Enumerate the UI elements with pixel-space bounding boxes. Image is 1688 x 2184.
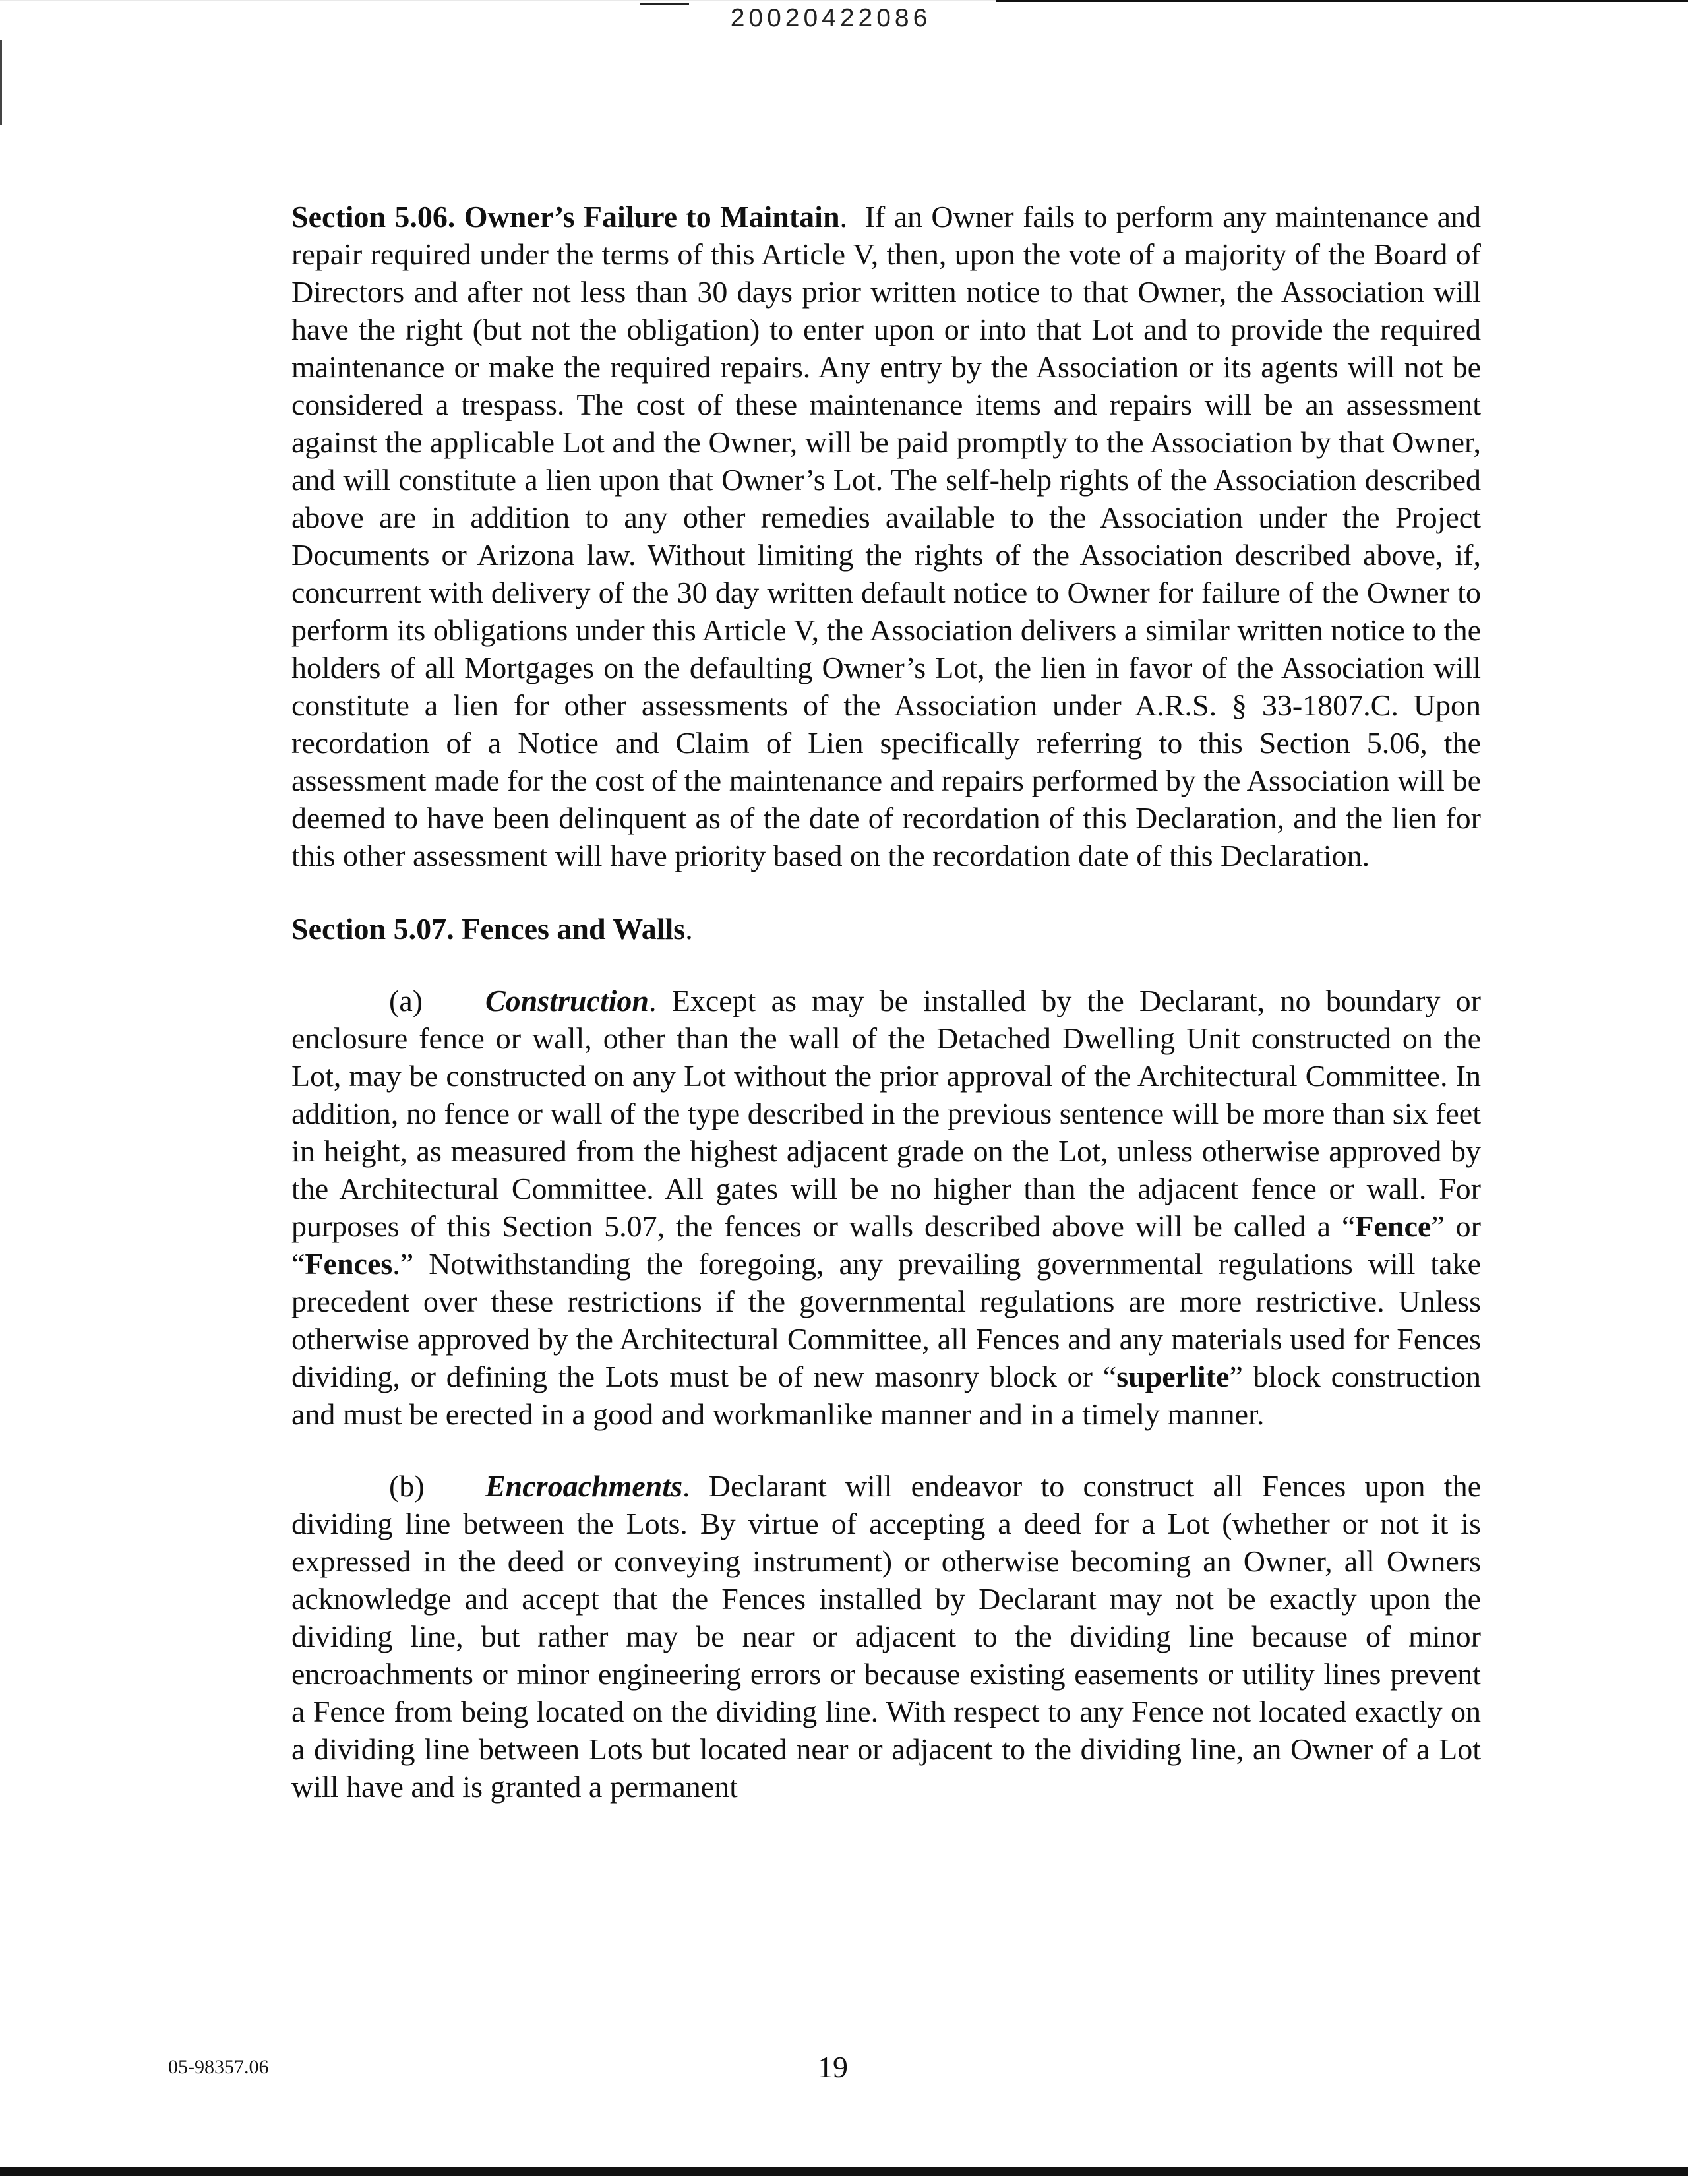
subsection-b-label: (b) [389,1469,425,1503]
page-number: 19 [818,2050,848,2084]
subsection-b-paragraph [291,1467,1481,1805]
section-5-06-body: If an Owner fails to perform any maintenance and repair required under the terms of this Article V, then, upon the vote of a majority of the Board of Directors and after not less than 30 days prior written notice to that Owner, the Association will have the right (but not the obligation) to enter upon or into that Lot and to provide the required maintenance or make the required repairs. Any entry by the Association or its agents will not be considered a trespass. The cost of these maintenance items and repairs will be an assessment against the applicable Lot and the Owner, will be paid promptly to the Association by that Owner, and will constitute a lien upon that Owner’s Lot. The self-help rights of the Association described above are in addition to any other remedies available to the Association under the Project Documents or Arizona law. Without limiting the rights of the Association described above, if, concurrent with delivery of the 30 day written default notice to Owner for failure of the Owner to perform its obligations under this Article V, the Association delivers a similar written notice to the holders of all Mortgages on the defaulting Owner’s Lot, the lien in favor of the Association will constitute a lien for other assessments of the Association under A.R.S. § 33-1807.C. Upon recordation of a Notice and Claim of Lien specifically referring to this Section 5.06, the assessment made for the cost of the maintenance and repairs performed by the Association will be deemed to have been delinquent as of the date of recordation of this Declaration, and the lien for this other assessment will have priority based on the recordation date of this Declaration. [291,200,1481,872]
section-5-06-title: Section 5.06. Owner’s Failure to Maintain [291,200,840,233]
term-fence: Fence [1355,1209,1432,1243]
recording-number: 20020422086 [730,4,932,32]
term-fences: Fences [305,1247,393,1281]
term-superlite: superlite [1116,1360,1230,1393]
subsection-a-paragraph [291,982,1481,1433]
subsection-a-text-3: .” Notwithstanding the foregoing, any prevailing governmental regulations will take precedent over these restrictions if the governmental regulations are more restrictive. Unless otherwise approved by the Architectural Committee, all Fences and any materials used for Fences dividing, or defining the Lots must be of new masonry block or “ [291,1247,1481,1393]
section-5-07-title-punct: . [685,912,693,946]
section-5-07-heading [291,910,1481,948]
section-5-06-paragraph [291,198,1481,874]
subsection-b-text: . Declarant will endeavor to construct all Fences upon the dividing line between the Lots. By virtue of accepting a deed for a Lot (whether or not it is expressed in the deed or conveying instrument) or otherwise becoming an Owner, all Owners acknowledge and accept that the Fences installed by Declarant may not be exactly upon the dividing line, but rather may be near or adjacent to the dividing line because of minor encroachments or minor engineering errors or because existing easements or utility lines prevent a Fence from being located on the dividing line. With respect to any Fence not located exactly on a dividing line between Lots but located near or adjacent to the dividing line, an Owner of a Lot will have and is granted a permanent [291,1469,1481,1804]
section-5-07-title: Section 5.07. Fences and Walls [291,912,686,946]
section-5-06-title-punct: . [839,200,848,233]
subsection-a-title: Construction [485,984,649,1017]
header-rule-left [640,3,689,5]
subsection-a-label: (a) [389,984,423,1017]
subsection-b-title: Encroachments [485,1469,683,1503]
subsection-a-text-2: ” or “ [291,1209,1481,1281]
subsection-a-text-1: . Except as may be installed by the Declarant, no boundary or enclosure fence or wall, other than the wall of the Detached Dwelling Unit constructed on the Lot, may be constructed on any Lot without the prior approval of the Architectural Committee. In addition, no fence or wall of the type described in the previous sentence will be more than six feet in height, as measured from the highest adjacent grade on the Lot, unless otherwise approved by the Architectural Committee. All gates will be no higher than the adjacent fence or wall. For purposes of this Section 5.07, the fences or walls described above will be called a “ [291,984,1481,1243]
subsection-a-text-4: ” block construction and must be erected in a good and workmanlike manner and in a timely manner. [291,1360,1481,1431]
header-rule-right [996,0,1688,2]
footer-doc-code: 05-98357.06 [168,2056,269,2078]
scan-bottom-bar [0,2167,1688,2176]
document-body [291,198,1481,1805]
scan-left-edge [0,40,2,125]
